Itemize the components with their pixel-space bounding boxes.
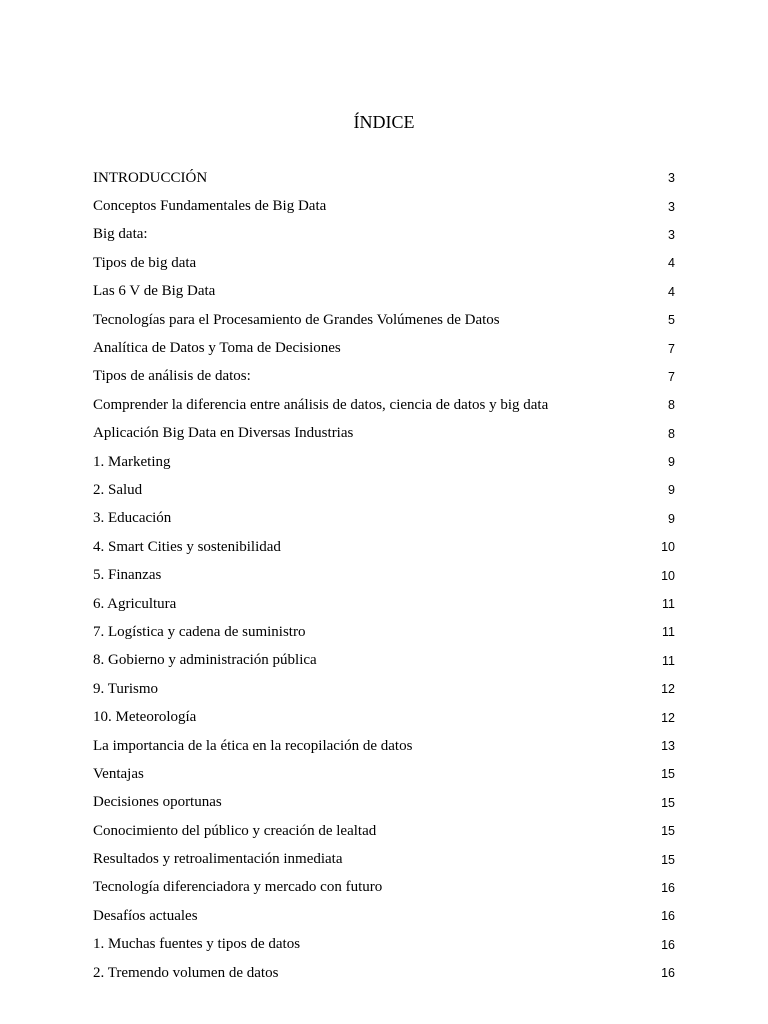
toc-entry-page-number: 15 — [661, 824, 675, 839]
toc-entry-label: 9. Turismo — [93, 680, 159, 697]
table-of-contents — [93, 164, 675, 987]
toc-entry-page-number: 11 — [662, 653, 675, 668]
toc-entry-label: Las 6 V de Big Data — [93, 283, 216, 300]
toc-entry[interactable] — [93, 448, 675, 476]
toc-entry-label: Big data: — [93, 226, 148, 243]
toc-entry-label: Decisiones oportunas — [93, 794, 222, 811]
toc-entry-page-number: 12 — [661, 682, 675, 697]
toc-entry[interactable] — [93, 590, 675, 618]
toc-entry-page-number: 16 — [661, 909, 675, 924]
toc-entry[interactable] — [93, 192, 675, 220]
toc-entry-label: 1. Muchas fuentes y tipos de datos — [93, 936, 301, 953]
toc-entry-label: 5. Finanzas — [93, 567, 162, 584]
toc-entry-page-number: 15 — [661, 795, 675, 810]
toc-entry[interactable] — [93, 618, 675, 646]
toc-entry-label: 2. Tremendo volumen de datos — [93, 964, 279, 981]
toc-entry[interactable] — [93, 363, 675, 391]
toc-entry-page-number: 10 — [661, 540, 675, 555]
toc-entry-page-number: 12 — [661, 710, 675, 725]
toc-entry[interactable] — [93, 760, 675, 788]
toc-entry-page-number: 7 — [668, 369, 675, 384]
toc-entry-page-number: 16 — [661, 880, 675, 895]
toc-entry-page-number: 16 — [661, 937, 675, 952]
toc-entry-page-number: 9 — [668, 455, 675, 470]
toc-entry[interactable] — [93, 845, 675, 873]
toc-entry[interactable] — [93, 476, 675, 504]
toc-entry[interactable] — [93, 249, 675, 277]
toc-entry-label: Tecnología diferenciadora y mercado con futuro — [93, 879, 383, 896]
toc-entry[interactable] — [93, 902, 675, 930]
toc-entry-label: Comprender la diferencia entre análisis de datos, ciencia de datos y big data — [93, 396, 549, 413]
toc-entry-page-number: 11 — [662, 625, 675, 640]
toc-entry[interactable] — [93, 703, 675, 731]
toc-entry-label: Conocimiento del público y creación de lealtad — [93, 822, 377, 839]
toc-entry[interactable] — [93, 732, 675, 760]
toc-entry[interactable] — [93, 391, 675, 419]
toc-entry-label: 7. Logística y cadena de suministro — [93, 623, 306, 640]
toc-entry-page-number: 11 — [662, 597, 675, 612]
toc-entry[interactable] — [93, 278, 675, 306]
toc-entry-label: Tecnologías para el Procesamiento de Grandes Volúmenes de Datos — [93, 311, 500, 328]
toc-entry-label: Ventajas — [93, 765, 144, 782]
toc-entry-page-number: 15 — [661, 767, 675, 782]
toc-entry[interactable] — [93, 334, 675, 362]
toc-entry-page-number: 5 — [668, 313, 675, 328]
toc-entry-page-number: 9 — [668, 483, 675, 498]
toc-entry-page-number: 8 — [668, 426, 675, 441]
page-title: ÍNDICE — [353, 112, 415, 132]
toc-entry[interactable] — [93, 817, 675, 845]
toc-entry[interactable] — [93, 505, 675, 533]
toc-entry[interactable] — [93, 306, 675, 334]
toc-entry-label: Aplicación Big Data en Diversas Industrias — [93, 425, 354, 442]
toc-entry[interactable] — [93, 561, 675, 589]
toc-entry-page-number: 3 — [668, 199, 675, 214]
toc-entry-label: 3. Educación — [93, 510, 172, 527]
toc-entry-label: INTRODUCCIÓN — [93, 169, 208, 186]
toc-entry-page-number: 15 — [661, 852, 675, 867]
toc-entry[interactable] — [93, 675, 675, 703]
toc-entry-label: 6. Agricultura — [93, 595, 177, 612]
toc-entry-label: Analítica de Datos y Toma de Decisiones — [93, 340, 341, 357]
toc-entry[interactable] — [93, 221, 675, 249]
toc-entry-label: 8. Gobierno y administración pública — [93, 652, 317, 669]
toc-entry-page-number: 9 — [668, 511, 675, 526]
toc-entry[interactable] — [93, 647, 675, 675]
toc-entry-label: 1. Marketing — [93, 453, 171, 470]
toc-entry-page-number: 8 — [668, 398, 675, 413]
toc-entry[interactable] — [93, 164, 675, 192]
toc-entry-label: Tipos de big data — [93, 254, 197, 271]
toc-entry-label: 10. Meteorología — [93, 709, 197, 726]
toc-entry-label: 4. Smart Cities y sostenibilidad — [93, 538, 281, 555]
toc-entry[interactable] — [93, 959, 675, 987]
toc-entry[interactable] — [93, 533, 675, 561]
toc-entry-label: Desafíos actuales — [93, 907, 198, 924]
toc-entry[interactable] — [93, 931, 675, 959]
toc-entry-page-number: 16 — [661, 966, 675, 981]
toc-entry-label: Tipos de análisis de datos: — [93, 368, 251, 385]
toc-entry-page-number: 4 — [668, 256, 675, 271]
toc-entry-page-number: 4 — [668, 284, 675, 299]
toc-entry-page-number: 13 — [661, 739, 675, 753]
toc-entry-page-number: 3 — [668, 171, 675, 186]
toc-entry-page-number: 3 — [668, 227, 675, 242]
toc-entry-label: Resultados y retroalimentación inmediata — [93, 851, 343, 868]
toc-entry[interactable] — [93, 420, 675, 448]
toc-entry[interactable] — [93, 789, 675, 817]
toc-entry-label: La importancia de la ética en la recopilación de datos — [93, 737, 413, 754]
toc-entry-label: Conceptos Fundamentales de Big Data — [93, 198, 327, 215]
toc-entry[interactable] — [93, 874, 675, 902]
toc-entry-label: 2. Salud — [93, 481, 143, 498]
toc-entry-page-number: 7 — [668, 341, 675, 356]
toc-entry-page-number: 10 — [661, 568, 675, 583]
